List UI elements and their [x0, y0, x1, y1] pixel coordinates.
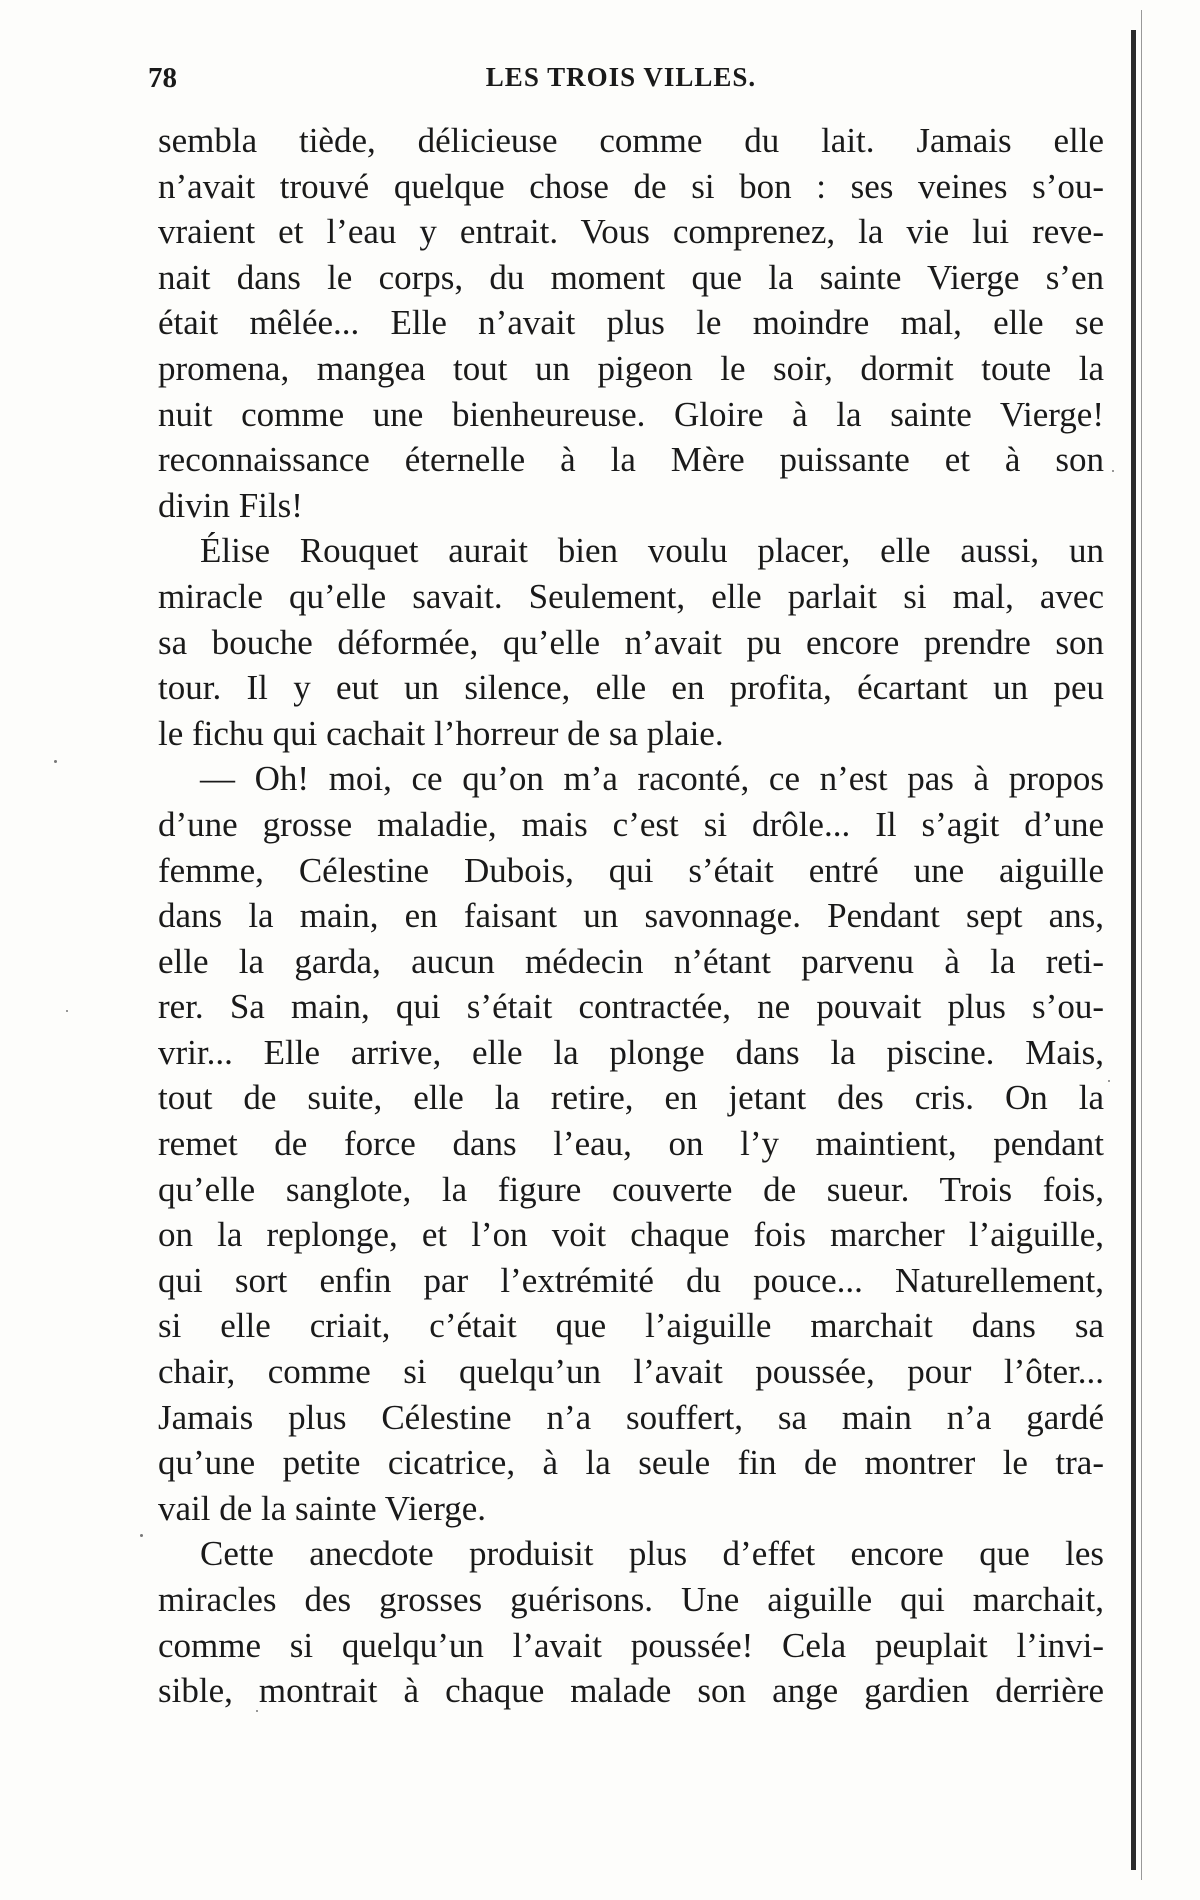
text-line: on la replonge, et l’on voit chaque fois marcher l’aiguille, [158, 1215, 1104, 1255]
text-line: chair, comme si quelqu’un l’avait poussée, pour l’ôter... [158, 1352, 1104, 1392]
paper-speck [1108, 1080, 1110, 1082]
paragraph-1-last-line [158, 483, 1104, 529]
binding-edge [1131, 30, 1136, 1870]
paper-speck [66, 1010, 68, 1012]
binding-edge-thin [1141, 10, 1142, 1880]
text-line: qu’une petite cicatrice, à la seule fin de montrer le tra- [158, 1443, 1104, 1483]
body-text [158, 118, 1104, 1714]
text-line: Cette anecdote produisit plus d’effet encore que les [200, 1534, 1104, 1574]
paragraph-1 [158, 118, 1104, 483]
paper-speck [54, 760, 57, 763]
text-line: vrir... Elle arrive, elle la plonge dans la piscine. Mais, [158, 1032, 1104, 1072]
text-line: vail de la sainte Vierge. [158, 1488, 487, 1528]
text-line: Élise Rouquet aurait bien voulu placer, elle aussi, un [200, 531, 1104, 571]
text-line: dans la main, en faisant un savonnage. Pendant sept ans, [158, 896, 1104, 936]
paragraph-3 [158, 756, 1104, 1486]
text-line: était mêlée... Elle n’avait plus le moindre mal, elle se [158, 303, 1104, 343]
paper-speck [140, 1534, 143, 1537]
paragraph-2-last-line [158, 711, 1104, 757]
text-line: rer. Sa main, qui s’était contractée, ne pouvait plus s’ou- [158, 987, 1104, 1027]
text-line: le fichu qui cachait l’horreur de sa plaie. [158, 713, 724, 753]
page-header [148, 62, 1094, 102]
text-line: n’avait trouvé quelque chose de si bon : ses veines s’ou- [158, 166, 1104, 206]
text-line: — Oh! moi, ce qu’on m’a raconté, ce n’est pas à propos [200, 759, 1104, 799]
text-line: tout de suite, elle la retire, en jetant des cris. On la [158, 1078, 1104, 1118]
text-line: tour. Il y eut un silence, elle en profita, écartant un peu [158, 668, 1104, 708]
page-number: 78 [148, 62, 177, 94]
text-line: qui sort enfin par l’extrémité du pouce... Naturellement, [158, 1260, 1104, 1300]
text-line: qu’elle sanglote, la figure couverte de sueur. Trois fois, [158, 1169, 1104, 1209]
running-title: LES TROIS VILLES. [485, 62, 757, 92]
text-line: miracles des grosses guérisons. Une aiguille qui marchait, [158, 1580, 1104, 1619]
text-line: reconnaissance éternelle à la Mère puissante et à son [158, 440, 1104, 480]
text-line: miracle qu’elle savait. Seulement, elle parlait si mal, avec [158, 576, 1104, 616]
text-line: si elle criait, c’était que l’aiguille marchait dans sa [158, 1306, 1104, 1346]
text-line: nait dans le corps, du moment que la sainte Vierge s’en [158, 257, 1104, 297]
text-line: sa bouche déformée, qu’elle n’avait pu encore prendre son [158, 622, 1104, 662]
text-line: remet de force dans l’eau, on l’y maintient, pendant [158, 1124, 1104, 1164]
text-line: nuit comme une bienheureuse. Gloire à la sainte Vierge! [158, 394, 1104, 434]
text-line: comme si quelqu’un l’avait poussée! Cela peuplait l’invi- [158, 1625, 1104, 1665]
text-line: Jamais plus Célestine n’a souffert, sa main n’a gardé [158, 1397, 1104, 1437]
paragraph-2 [158, 528, 1104, 710]
text-line: d’une grosse maladie, mais c’est si drôle... Il s’agit d’une [158, 804, 1104, 844]
text-line: elle la garda, aucun médecin n’étant parvenu à la reti- [158, 941, 1104, 981]
paper-speck [1112, 470, 1114, 472]
text-line: sible, montrait à chaque malade son ange gardien derrière [158, 1671, 1104, 1711]
text-line: promena, mangea tout un pigeon le soir, dormit toute la [158, 348, 1104, 388]
text-line: sembla tiède, délicieuse comme du lait. Jamais elle [158, 121, 1104, 160]
paragraph-3-last-line [158, 1486, 1104, 1532]
text-line: vraient et l’eau y entrait. Vous comprenez, la vie lui reve- [158, 212, 1104, 252]
paragraph-4 [158, 1531, 1104, 1713]
text-line: divin Fils! [158, 485, 303, 525]
text-line: femme, Célestine Dubois, qui s’était entré une aiguille [158, 850, 1104, 890]
